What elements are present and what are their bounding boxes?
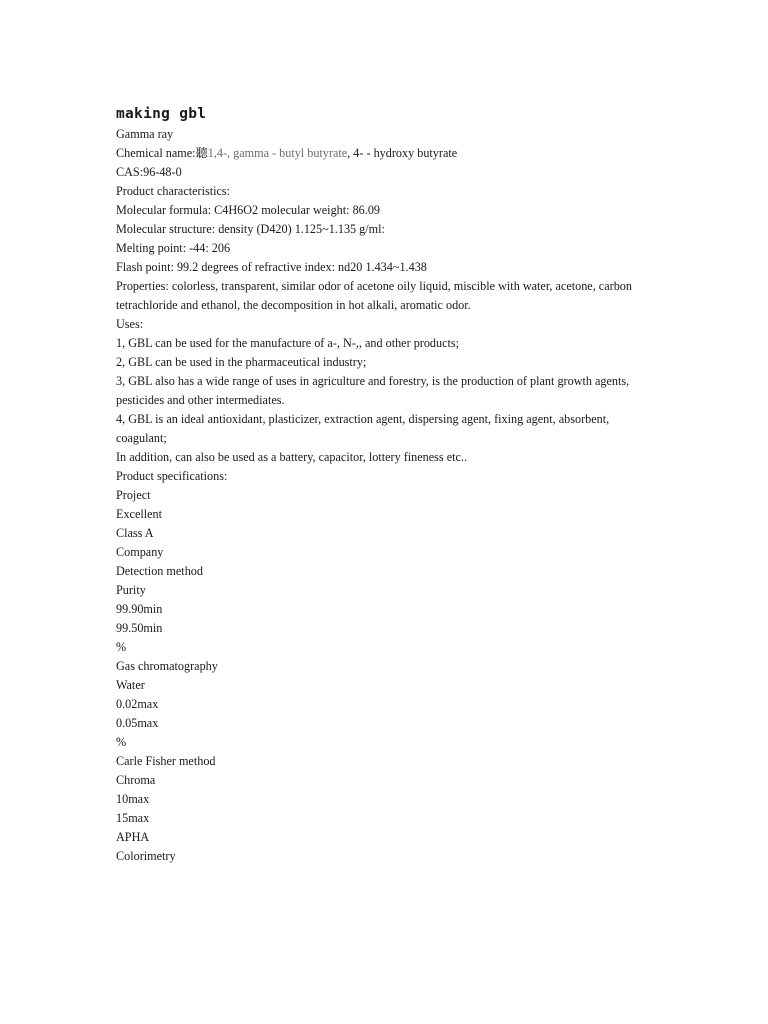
spec-line: Water [116,678,145,692]
product-specifications-heading: Product specifications: [116,469,228,483]
document-title: making gbl [116,106,207,122]
chemical-name-suffix: , 4- - hydroxy butyrate [347,146,458,160]
chemical-name-line [116,144,656,163]
spec-line: Project [116,488,151,502]
cas-line: CAS:96-48-0 [116,165,182,179]
spec-line: Company [116,545,164,559]
spec-line: 99.90min [116,602,163,616]
spec-line: Purity [116,583,146,597]
spec-line: 0.02max [116,697,159,711]
use-item-4: 4, GBL is an ideal antioxidant, plasticizer, extraction agent, dispersing agent, fixing agent, absorbent, coagulant; [116,412,613,445]
product-characteristics-heading: Product characteristics: [116,184,231,198]
spec-line: Excellent [116,507,163,521]
spec-line: APHA [116,830,150,844]
flash-point-line: Flash point: 99.2 degrees of refractive index: nd20 1.434~1.438 [116,260,427,274]
spec-line: % [116,735,127,749]
use-item-2: 2, GBL can be used in the pharmaceutical industry; [116,355,367,369]
chemical-name-gray-text: 1,4-, gamma - butyl butyrate [207,146,348,160]
molecular-formula-line: Molecular formula: C4H6O2 molecular weight: 86.09 [116,203,381,217]
properties-paragraph: Properties: colorless, transparent, similar odor of acetone oily liquid, miscible with water, acetone, carbon tetrachloride and ethanol, the decomposition in hot alkali, aromatic odor. [116,279,636,312]
spec-line: 15max [116,811,150,825]
spec-line: Gas chromatography [116,659,218,673]
document-body [116,103,656,866]
spec-line: Detection method [116,564,203,578]
spec-line: 0.05max [116,716,159,730]
use-item-3: 3, GBL also has a wide range of uses in agriculture and forestry, is the production of plant growth agents, pesticides and other intermediates. [116,374,633,407]
use-item-1: 1, GBL can be used for the manufacture of a-, N-,, and other products; [116,336,460,350]
melting-point-line: Melting point: -44: 206 [116,241,231,255]
spec-line: Colorimetry [116,849,176,863]
spec-line: % [116,640,127,654]
gamma-ray-line: Gamma ray [116,127,174,141]
molecular-structure-line: Molecular structure: density (D420) 1.125~1.135 g/ml: [116,222,385,236]
in-addition-line: In addition, can also be used as a battery, capacitor, lottery fineness etc.. [116,450,468,464]
spec-line: 10max [116,792,150,806]
uses-heading: Uses: [116,317,144,331]
chemical-name-prefix: Chemical name:聽 [116,146,208,160]
spec-line: 99.50min [116,621,163,635]
spec-line: Class A [116,526,154,540]
spec-line: Carle Fisher method [116,754,216,768]
spec-line: Chroma [116,773,156,787]
